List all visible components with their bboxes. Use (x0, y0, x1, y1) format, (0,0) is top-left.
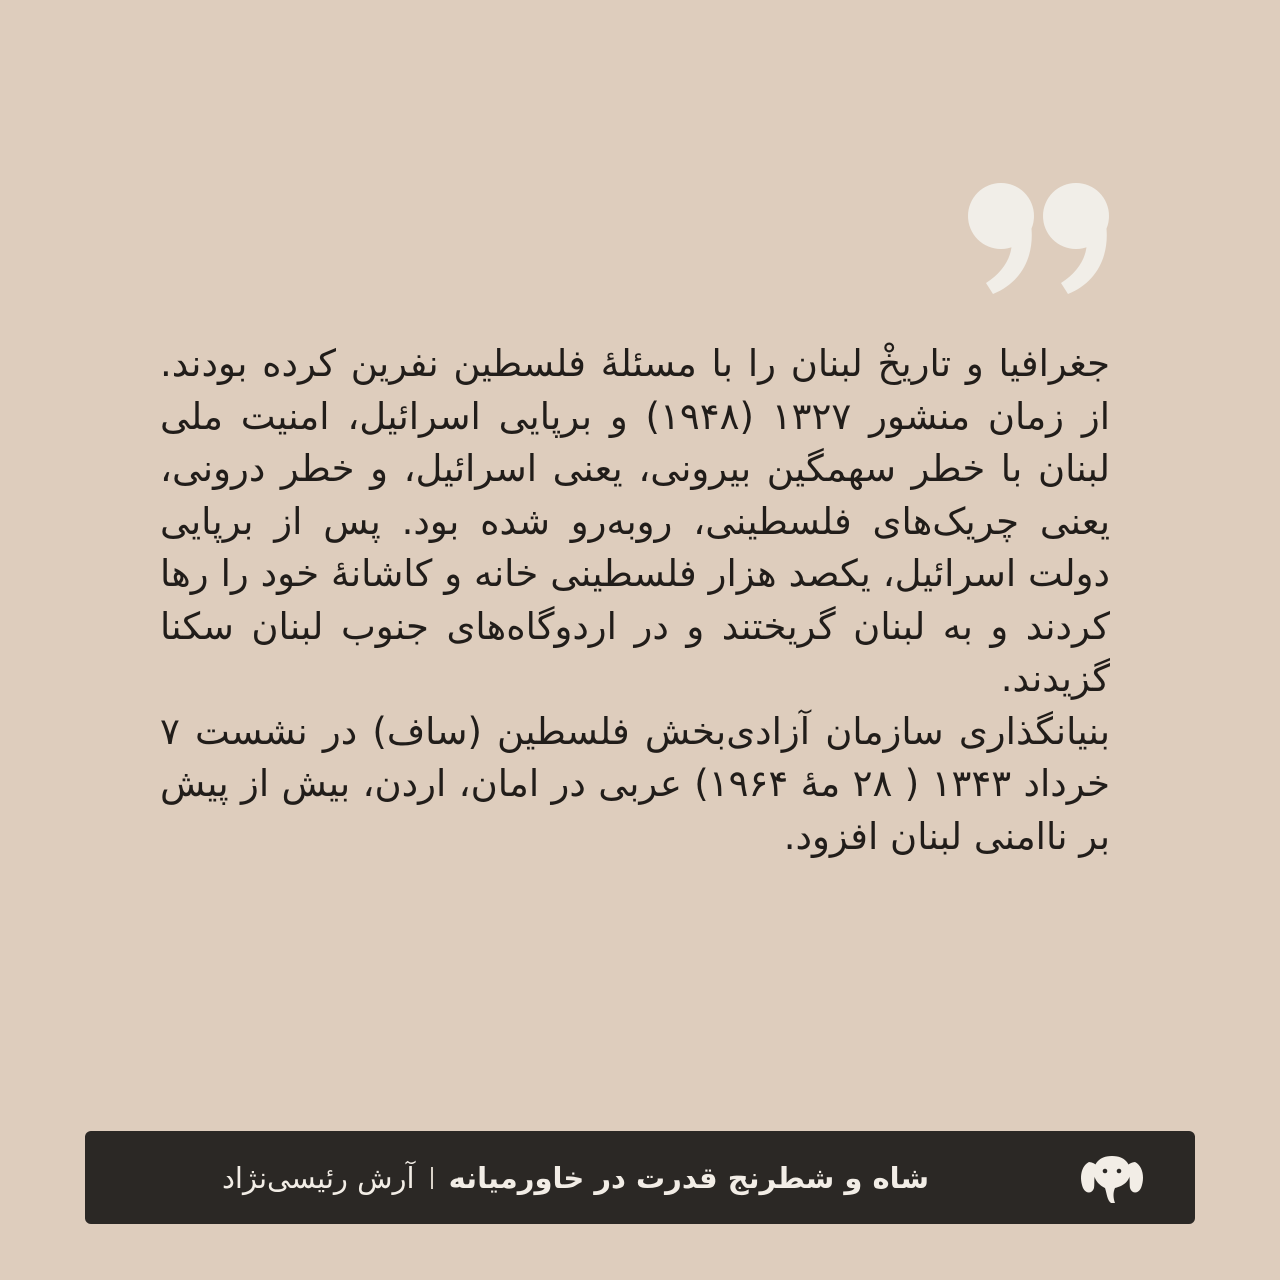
footer-text (222, 1131, 929, 1224)
quote-paragraph: بنیانگذاری سازمان آزادی‌بخش فلسطین (ساف) در نشست ۷ خرداد ۱۳۴۳ ( ۲۸ مهٔ ۱۹۶۴) عربی در امان، اردن، بیش از پیش بر ناامنی لبنان افزود. (160, 709, 1110, 858)
quote-paragraph: جغرافیا و تاریخْ لبنان را با مسئلهٔ فلسطین نفرین کرده بودند. از زمان منشور ۱۳۲۷ (۱۹۴۸) و برپایی اسرائیل، امنیت ملی لبنان با خطر سهمگین بیرونی، یعنی اسرائیل، و خطر درونی، یعنی چریک‌های فلسطینی، روبه‌رو شده بود. پس از برپایی دولت اسرائیل، یکصد هزار فلسطینی خانه و کاشانهٔ خود را رها کردند و به لبنان گریختند و در اردوگاه‌های جنوب لبنان سکنا گزیدند. (160, 342, 1110, 700)
footer-bar (85, 1131, 1195, 1224)
footer-divider (431, 1167, 433, 1189)
closing-quote-icon (958, 178, 1118, 298)
quote-text (160, 338, 1110, 863)
author-name: آرش رئیسی‌نژاد (222, 1160, 415, 1195)
book-title: شاه و شطرنج قدرت در خاورمیانه (448, 1160, 930, 1195)
elephant-logo-icon (1079, 1152, 1145, 1204)
